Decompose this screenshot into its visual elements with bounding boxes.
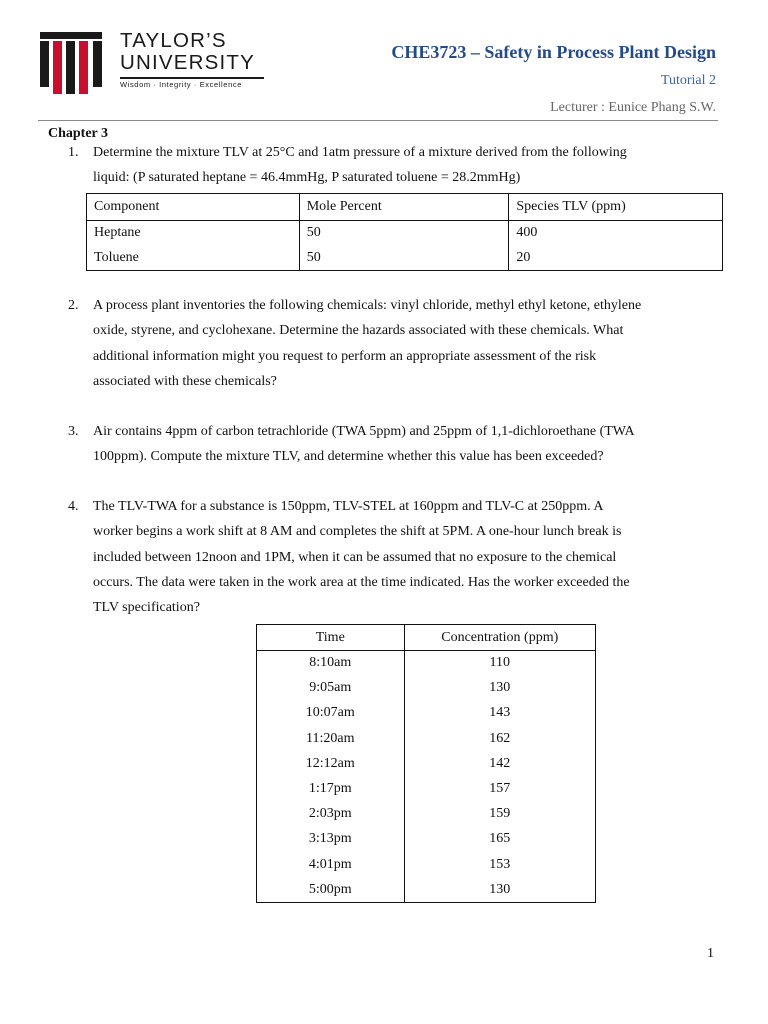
logo-divider [120,77,264,79]
table-row [257,726,596,751]
university-logo [38,30,270,102]
table-row [87,221,723,246]
table-cell: 11:20am [257,726,405,751]
table-row [257,751,596,776]
table-cell: 5:00pm [257,877,405,902]
column-header: Component [87,194,300,221]
table-row [257,827,596,852]
question-text: The TLV-TWA for a substance is 150ppm, TLV-STEL at 160ppm and TLV-C at 250ppm. A worker begins a work shift at 8 AM and completes the shift at 5PM. A one-hour lunch break is included between 12noon and 1PM, when it can be assumed that no exposure to the chemical occurs. The data were taken in the work area at the time indicated. Has the worker exceeded the TLV specification? [93,499,630,616]
table-cell: 12:12am [257,751,405,776]
table-row [257,776,596,801]
column-header: Species TLV (ppm) [509,194,723,221]
table-row [257,701,596,726]
table-row [87,246,723,271]
table-cell: 10:07am [257,701,405,726]
column-header: Time [257,625,405,651]
table-row [257,877,596,902]
table-cell: 9:05am [257,676,405,701]
table-cell: 142 [404,751,595,776]
table-cell: 162 [404,726,595,751]
table-cell: Heptane [87,221,300,246]
taylors-crest-icon [40,32,102,94]
table-row [257,651,596,676]
table-cell: 3:13pm [257,827,405,852]
chapter-heading: Chapter 3 [48,126,109,141]
table-cell: Toluene [87,246,300,271]
table-cell: 50 [299,246,509,271]
column-header: Concentration (ppm) [404,625,595,651]
table-cell: 400 [509,221,723,246]
table-cell: 157 [404,776,595,801]
logo-wordmark: TAYLOR’S UNIVERSITY [120,29,256,74]
table-cell: 110 [404,651,595,676]
tutorial-label: Tutorial 2 [660,73,716,88]
question-text: A process plant inventories the following chemicals: vinyl chloride, methyl ethyl ketone, ethylene oxide, styrene, and cyclohexane. Determine the hazards associated with these chemicals. What additional information might you request to perform an appropriate assessment of the risk associated with these chemicals? [93,298,642,389]
table-row [257,802,596,827]
table-header-row [257,625,596,651]
table-row [257,852,596,877]
question-text: Determine the mixture TLV at 25°C and 1atm pressure of a mixture derived from the following liquid: (P saturated heptane = 46.4mmHg, P saturated toluene = 28.2mmHg) [93,145,627,186]
question-text: Air contains 4ppm of carbon tetrachloride (TWA 5ppm) and 25ppm of 1,1-dichloroethane (TWA 100ppm). Compute the mixture TLV, and determine whether this value has been exceeded? [93,424,635,465]
table-cell: 159 [404,802,595,827]
lecturer-label: Lecturer : Eunice Phang S.W. [550,100,716,115]
table-cell: 143 [404,701,595,726]
question-number: 2. [68,298,79,313]
table-cell: 20 [509,246,723,271]
column-header: Mole Percent [299,194,509,221]
mixture-table [86,193,723,271]
concentration-table [256,624,596,903]
table-row [257,676,596,701]
table-cell: 153 [404,852,595,877]
header-divider [38,120,718,121]
table-cell: 2:03pm [257,802,405,827]
table-cell: 165 [404,827,595,852]
page-number: 1 [707,946,714,961]
question-number: 1. [68,145,79,160]
table-cell: 130 [404,676,595,701]
logo-tagline: Wisdom · Integrity · Excellence [120,80,242,89]
table-cell: 1:17pm [257,776,405,801]
question-number: 4. [68,499,79,514]
table-cell: 4:01pm [257,852,405,877]
question-number: 3. [68,424,79,439]
course-title: CHE3723 – Safety in Process Plant Design [391,42,716,62]
table-header-row [87,194,723,221]
table-cell: 8:10am [257,651,405,676]
table-cell: 130 [404,877,595,902]
table-cell: 50 [299,221,509,246]
